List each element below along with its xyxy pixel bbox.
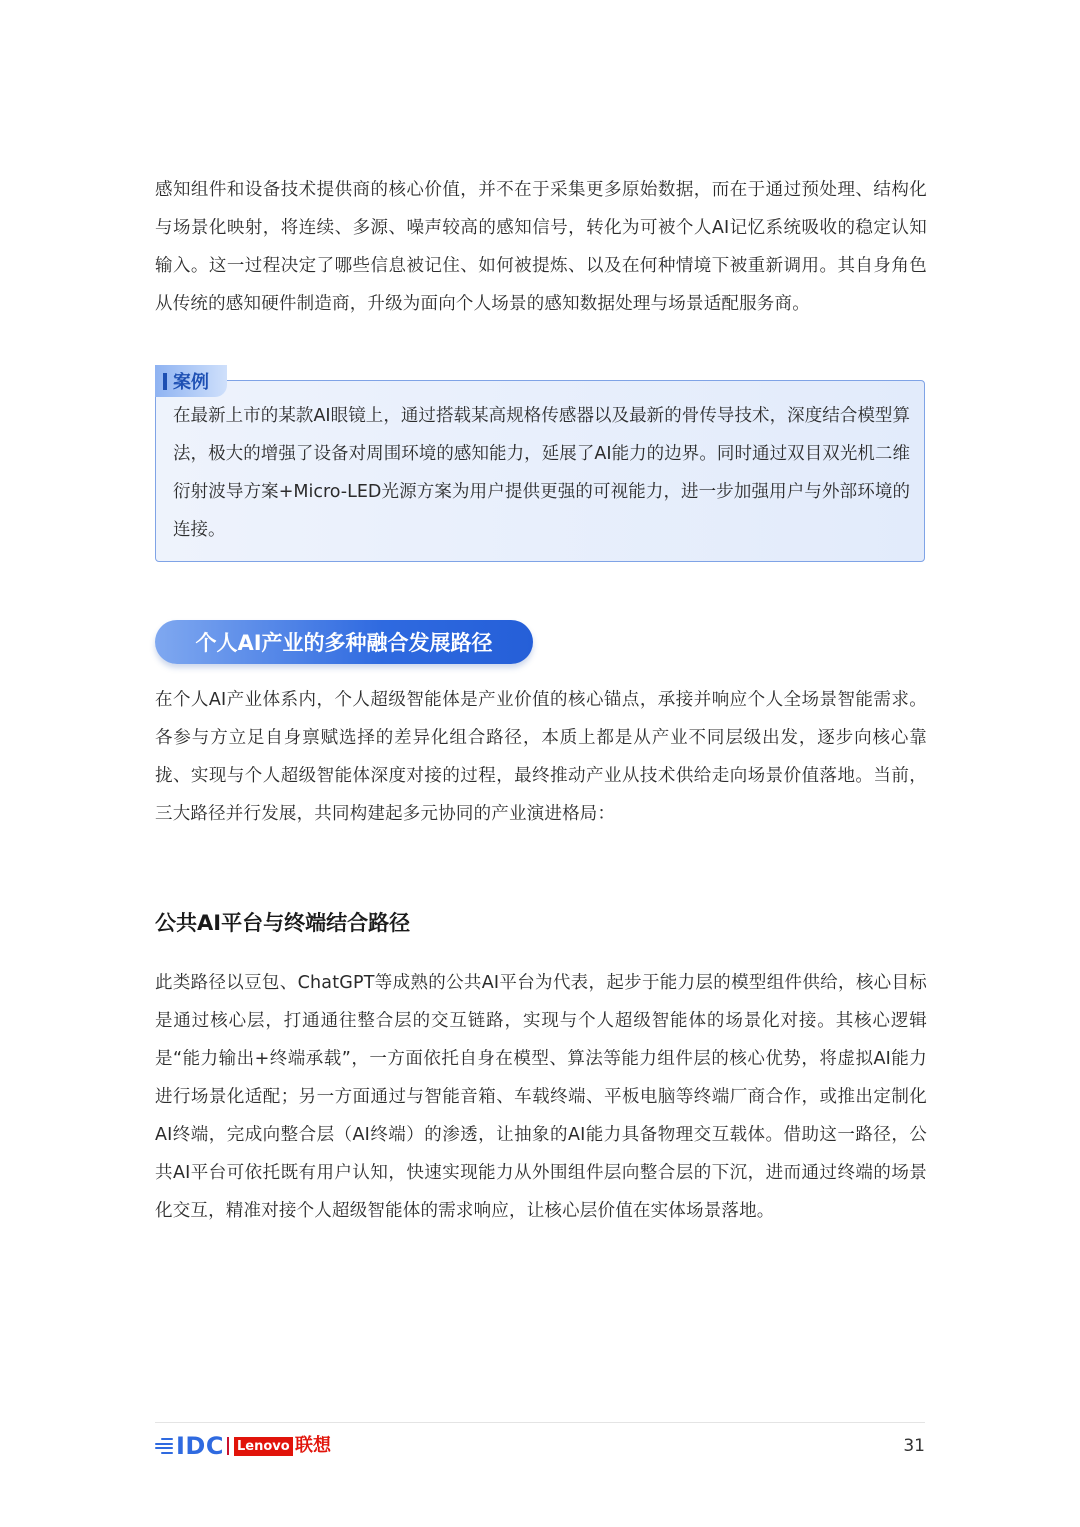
idc-logo: [155, 1433, 224, 1459]
idc-lines-icon: [155, 1438, 173, 1454]
case-text: 在最新上市的某款AI眼镜上，通过搭载某高规格传感器以及最新的骨传导技术，深度结合模型算法，极大的增强了设备对周围环境的感知能力，延展了AI能力的边界。同时通过双目双光机二维衍射波导方案+Micro-LED光源方案为用户提供更强的可视能力，进一步加强用户与外部环境的连接。: [173, 406, 910, 540]
logo-divider: [227, 1437, 229, 1455]
footer-divider: [155, 1422, 925, 1423]
case-tag: [155, 365, 227, 397]
section-title: 个人AI产业的多种融合发展路径: [155, 620, 533, 664]
case-tag-bar: [163, 373, 167, 390]
case-tag-label: 案例: [173, 372, 209, 393]
section-paragraph: 在个人AI产业体系内，个人超级智能体是产业价值的核心锚点，承接并响应个人全场景智能需求。各参与方立足自身禀赋选择的差异化组合路径，本质上都是从产业不同层级出发，逐步向核心靠拢、实现与个人超级智能体深度对接的过程，最终推动产业从技术供给走向场景价值落地。当前，三大路径并行发展，共同构建起多元协同的产业演进格局：: [155, 690, 927, 824]
intro-paragraph: 感知组件和设备技术提供商的核心价值，并不在于采集更多原始数据，而在于通过预处理、结构化与场景化映射，将连续、多源、噪声较高的感知信号，转化为可被个人AI记忆系统吸收的稳定认知输入。这一过程决定了哪些信息被记住、如何被提炼、以及在何种情境下被重新调用。其自身角色从传统的感知硬件制造商，升级为面向个人场景的感知数据处理与场景适配服务商。: [155, 180, 927, 314]
idc-logo-text: IDC: [176, 1432, 224, 1460]
lenovo-cn-logo: 联想: [295, 1435, 331, 1456]
page-number: 31: [903, 1436, 925, 1456]
subheading: 公共AI平台与终端结合路径: [155, 911, 411, 935]
lenovo-logo: Lenovo: [234, 1437, 293, 1456]
path-paragraph: 此类路径以豆包、ChatGPT等成熟的公共AI平台为代表，起步于能力层的模型组件供给，核心目标是通过核心层，打通通往整合层的交互链路，实现与个人超级智能体的场景化对接。其核心逻辑是“能力输出+终端承载”，一方面依托自身在模型、算法等能力组件层的核心优势，将虚拟AI能力进行场景化适配；另一方面通过与智能音箱、车载终端、平板电脑等终端厂商合作，或推出定制化AI终端，完成向整合层（AI终端）的渗透，让抽象的AI能力具备物理交互载体。借助这一路径，公共AI平台可依托既有用户认知，快速实现能力从外围组件层向整合层的下沉，进而通过终端的场景化交互，精准对接个人超级智能体的需求响应，让核心层价值在实体场景落地。: [155, 973, 927, 1221]
